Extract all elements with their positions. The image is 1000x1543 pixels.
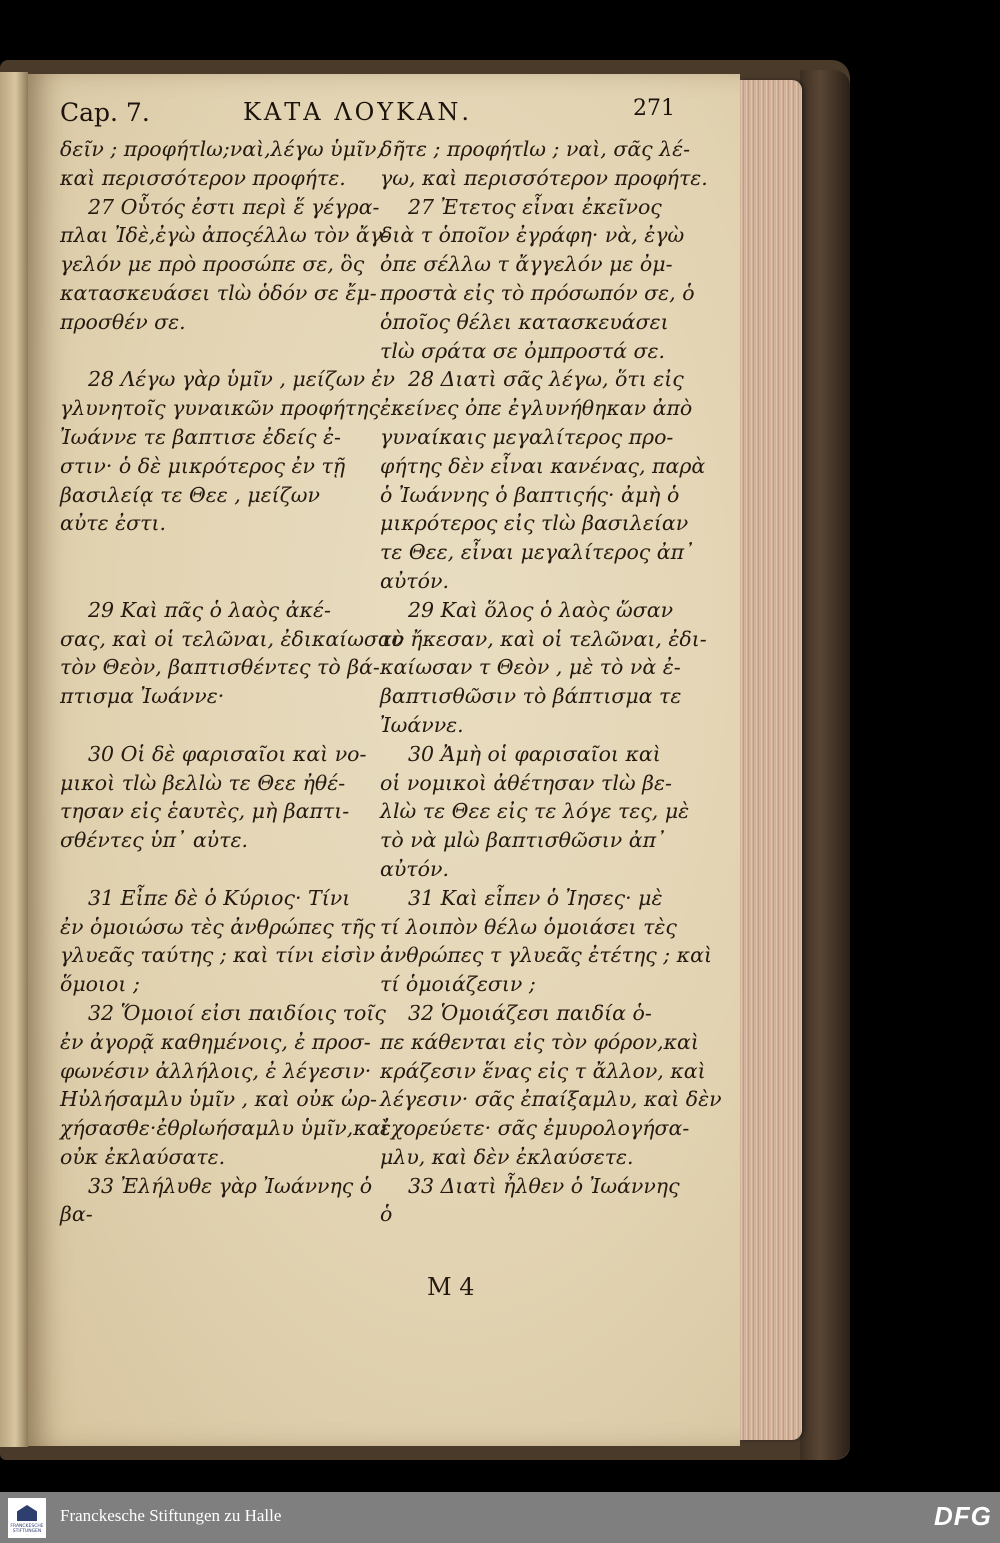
text-line: προστὰ εἰς τὸ πρόσωπόν σε, ὁ [380, 280, 695, 305]
text-line: διὰ τ ὁποῖον ἐγράφη· νὰ, ἐγὼ [380, 223, 685, 248]
text-line: μικρότερος εἰς τlὼ βασιλείαν [380, 511, 689, 536]
book-fore-edge-cover [800, 70, 850, 1460]
text-line: 32 Ὅμοιοί εἰσι παιδίοις τοῖς [88, 1000, 386, 1025]
text-line: 27 Ἐτετος εἶναι ἐκεῖνος [408, 194, 662, 219]
text-line: οἱ νομικοὶ ἀθέτησαν τlὼ βε- [380, 770, 672, 795]
text-line: 33 Διατὶ ἦλθεν ὁ Ἰωάννης [408, 1173, 680, 1198]
text-line: κράζεσιν ἕνας εἰς τ ἄλλον, καὶ [380, 1058, 706, 1083]
text-line: Ηὐλήσαμλυ ὑμῖν , καὶ οὐκ ὠρ- [60, 1087, 377, 1112]
text-line: γλυνητοῖς γυναικῶν προφήτης [60, 396, 380, 421]
left-page-edge [0, 72, 28, 1447]
text-line: 32 Ὁμοιάζεσι παιδία ὁ- [408, 1000, 652, 1025]
signature-mark: M 4 [427, 1273, 475, 1301]
text-line: 31 Καὶ εἶπεν ὁ Ἰησες· μὲ [408, 885, 663, 910]
text-line: 28 Διατὶ σᾶς λέγω, ὅτι εἰς [408, 367, 684, 392]
text-line: 30 Οἱ δὲ φαρισαῖοι καὶ νο- [88, 741, 367, 766]
text-line: Ἰωάννε τε βαπτισε ἐδείς ἐ- [60, 424, 341, 449]
text-line: ὁ Ἰωάννης ὁ βαπτιςής· ἀμὴ ὁ [380, 482, 680, 507]
text-line: 29 Καὶ πᾶς ὁ λαὸς ἀκέ- [88, 597, 331, 622]
text-line: βαπτισθῶσιν τὸ βάπτισμα τε [380, 684, 682, 709]
text-line: καίωσαν τ Θεὸν , μὲ τὸ νὰ ἐ- [380, 655, 681, 680]
text-line: λέγεσιν· σᾶς ἐπαίξαμλυ, καὶ δὲν [380, 1087, 722, 1112]
text-line: αὐτε ἐστι. [60, 511, 167, 536]
text-line: πλαι Ἰδὲ,ἐγὼ ἀποςέλλω τὸν ἄγ- [60, 223, 389, 248]
text-line: γελόν με πρὸ προσώπε σε, ὃς [60, 252, 365, 277]
text-line: πε κάθενται εἰς τὸν φόρον,καὶ [380, 1029, 699, 1054]
logo-label: FRANCKESCHE STIFTUNGEN [10, 1524, 44, 1534]
text-line: φωνέσιν ἀλλήλοις, ἐ λέγεσιν· [60, 1058, 372, 1083]
text-line: ἐν ἀγορᾷ καθημένοις, ἐ προσ- [60, 1029, 371, 1054]
page-number: 271 [633, 96, 675, 121]
text-line: ὅμοιοι ; [60, 972, 140, 997]
text-line: οὐκ ἐκλαύσατε. [60, 1144, 226, 1169]
text-line: μλυ, καὶ δὲν ἐκλαύσετε. [380, 1144, 634, 1169]
text-line: ἐχορεύετε· σᾶς ἐμυρολογήσα- [380, 1116, 690, 1141]
institution-name[interactable]: Franckesche Stiftungen zu Halle [60, 1506, 282, 1525]
text-line: ἐν ὁμοιώσω τὲς ἀνθρώπες τῆς [60, 914, 376, 939]
running-title: ΚΑΤΑ ΛΟΥΚΑΝ. [243, 98, 472, 126]
footer-bar [0, 1492, 1000, 1543]
text-line: ἀνθρώπες τ γλυεᾶς ἐτέτης ; καὶ [380, 943, 713, 968]
text-line: χήσασθε·ἐθρlωήσαμλυ ὑμῖν,καὶ [60, 1116, 389, 1141]
text-line: τί ὁμοιάζεσιν ; [380, 972, 536, 997]
text-line: βασιλείᾳ τε Θεε , μείζων [60, 482, 320, 507]
text-line: 27 Οὗτός ἐστι περὶ ἕ γέγρα- [88, 194, 380, 219]
text-line: Ἰωάννε. [380, 712, 464, 737]
text-line: αὐτόν. [380, 856, 449, 881]
text-line: σας, καὶ οἱ τελῶναι, ἐδικαίωσαν [60, 626, 405, 651]
building-icon [17, 1505, 37, 1521]
text-line: σθέντες ὑπ᾽ αὐτε. [60, 828, 249, 853]
text-line: 30 Ἀμὴ οἱ φαρισαῖοι καὶ [408, 741, 661, 766]
text-line: γλυεᾶς ταύτης ; καὶ τίνι εἰσὶν [60, 943, 376, 968]
text-line: ὁποῖος θέλει κατασκευάσει [380, 309, 669, 334]
blank-line [60, 711, 370, 740]
text-line: τὸ ἤκεσαν, καὶ οἱ τελῶναι, ἐδι- [380, 626, 707, 651]
chapter-heading: Cap. 7. [60, 98, 150, 127]
text-line: μικοὶ τlὼ βελlὼ τε Θεε ἠθέ- [60, 770, 346, 795]
blank-line [60, 538, 370, 567]
text-line: τlὼ σράτα σε ὀμπροστά σε. [380, 338, 665, 363]
text-line: γυναίκαις μεγαλίτερος προ- [380, 424, 674, 449]
text-line: τὸν Θεὸν, βαπτισθέντες τὸ βά- [60, 655, 380, 680]
text-line: βα- [60, 1202, 93, 1227]
blank-line [60, 337, 370, 366]
right-column-text [380, 135, 722, 1229]
text-line: λlὼ τε Θεε εἰς τε λόγε τες, μὲ [380, 799, 690, 824]
text-line: κατασκευάσει τlὼ ὁδόν σε ἔμ- [60, 280, 377, 305]
text-line: στιν· ὁ δὲ μικρότερος ἐν τῇ [60, 453, 346, 478]
text-line: τὸ νὰ μlὼ βαπτισθῶσιν ἀπ᾽ [380, 828, 667, 853]
text-line: ἐκείνες ὀπε ἐγλυνήθηκαν ἀπὸ [380, 396, 693, 421]
text-line: αὐτόν. [380, 568, 449, 593]
page-edges [740, 80, 802, 1440]
text-line: 33 Ἐλήλυθε γὰρ Ἰωάννης ὁ [88, 1173, 373, 1198]
left-column-text [60, 135, 405, 1229]
text-line: 29 Καὶ ὅλος ὁ λαὸς ὥσαν [408, 597, 674, 622]
institution-logo[interactable] [8, 1498, 46, 1538]
blank-line [60, 855, 370, 884]
dfg-logo[interactable]: DFG [934, 1501, 992, 1531]
text-line: δῆτε ; προφήτlω ; ναὶ, σᾶς λέ- [380, 137, 691, 161]
text-line: 28 Λέγω γὰρ ὑμῖν , μείζων ἐν [88, 367, 396, 392]
text-line: ὁ [380, 1202, 393, 1227]
text-line: φήτης δὲν εἶναι κανένας, παρὰ [380, 453, 706, 478]
text-line: πτισμα Ἰωάννε· [60, 684, 225, 709]
text-line: προσθέν σε. [60, 309, 186, 334]
text-line: τε Θεε, εἶναι μεγαλίτερος ἀπ᾽ [380, 540, 695, 565]
text-line: τησαν εἰς ἑαυτὲς, μὴ βαπτι- [60, 799, 350, 824]
text-line: 31 Εἶπε δὲ ὁ Κύριος· Τίνι [88, 885, 351, 910]
blank-line [60, 567, 370, 596]
text-line: ὀπε σέλλω τ ἄγγελόν με ὀμ- [380, 252, 673, 277]
text-line: δεῖν ; προφήτlω;ναὶ,λέγω ὑμῖν, [60, 137, 383, 161]
text-line: καὶ περισσότερον προφήτε. [60, 165, 346, 190]
text-line: γω, καὶ περισσότερον προφήτε. [380, 165, 708, 190]
text-line: τί λοιπὸν θέλω ὁμοιάσει τὲς [380, 914, 677, 939]
